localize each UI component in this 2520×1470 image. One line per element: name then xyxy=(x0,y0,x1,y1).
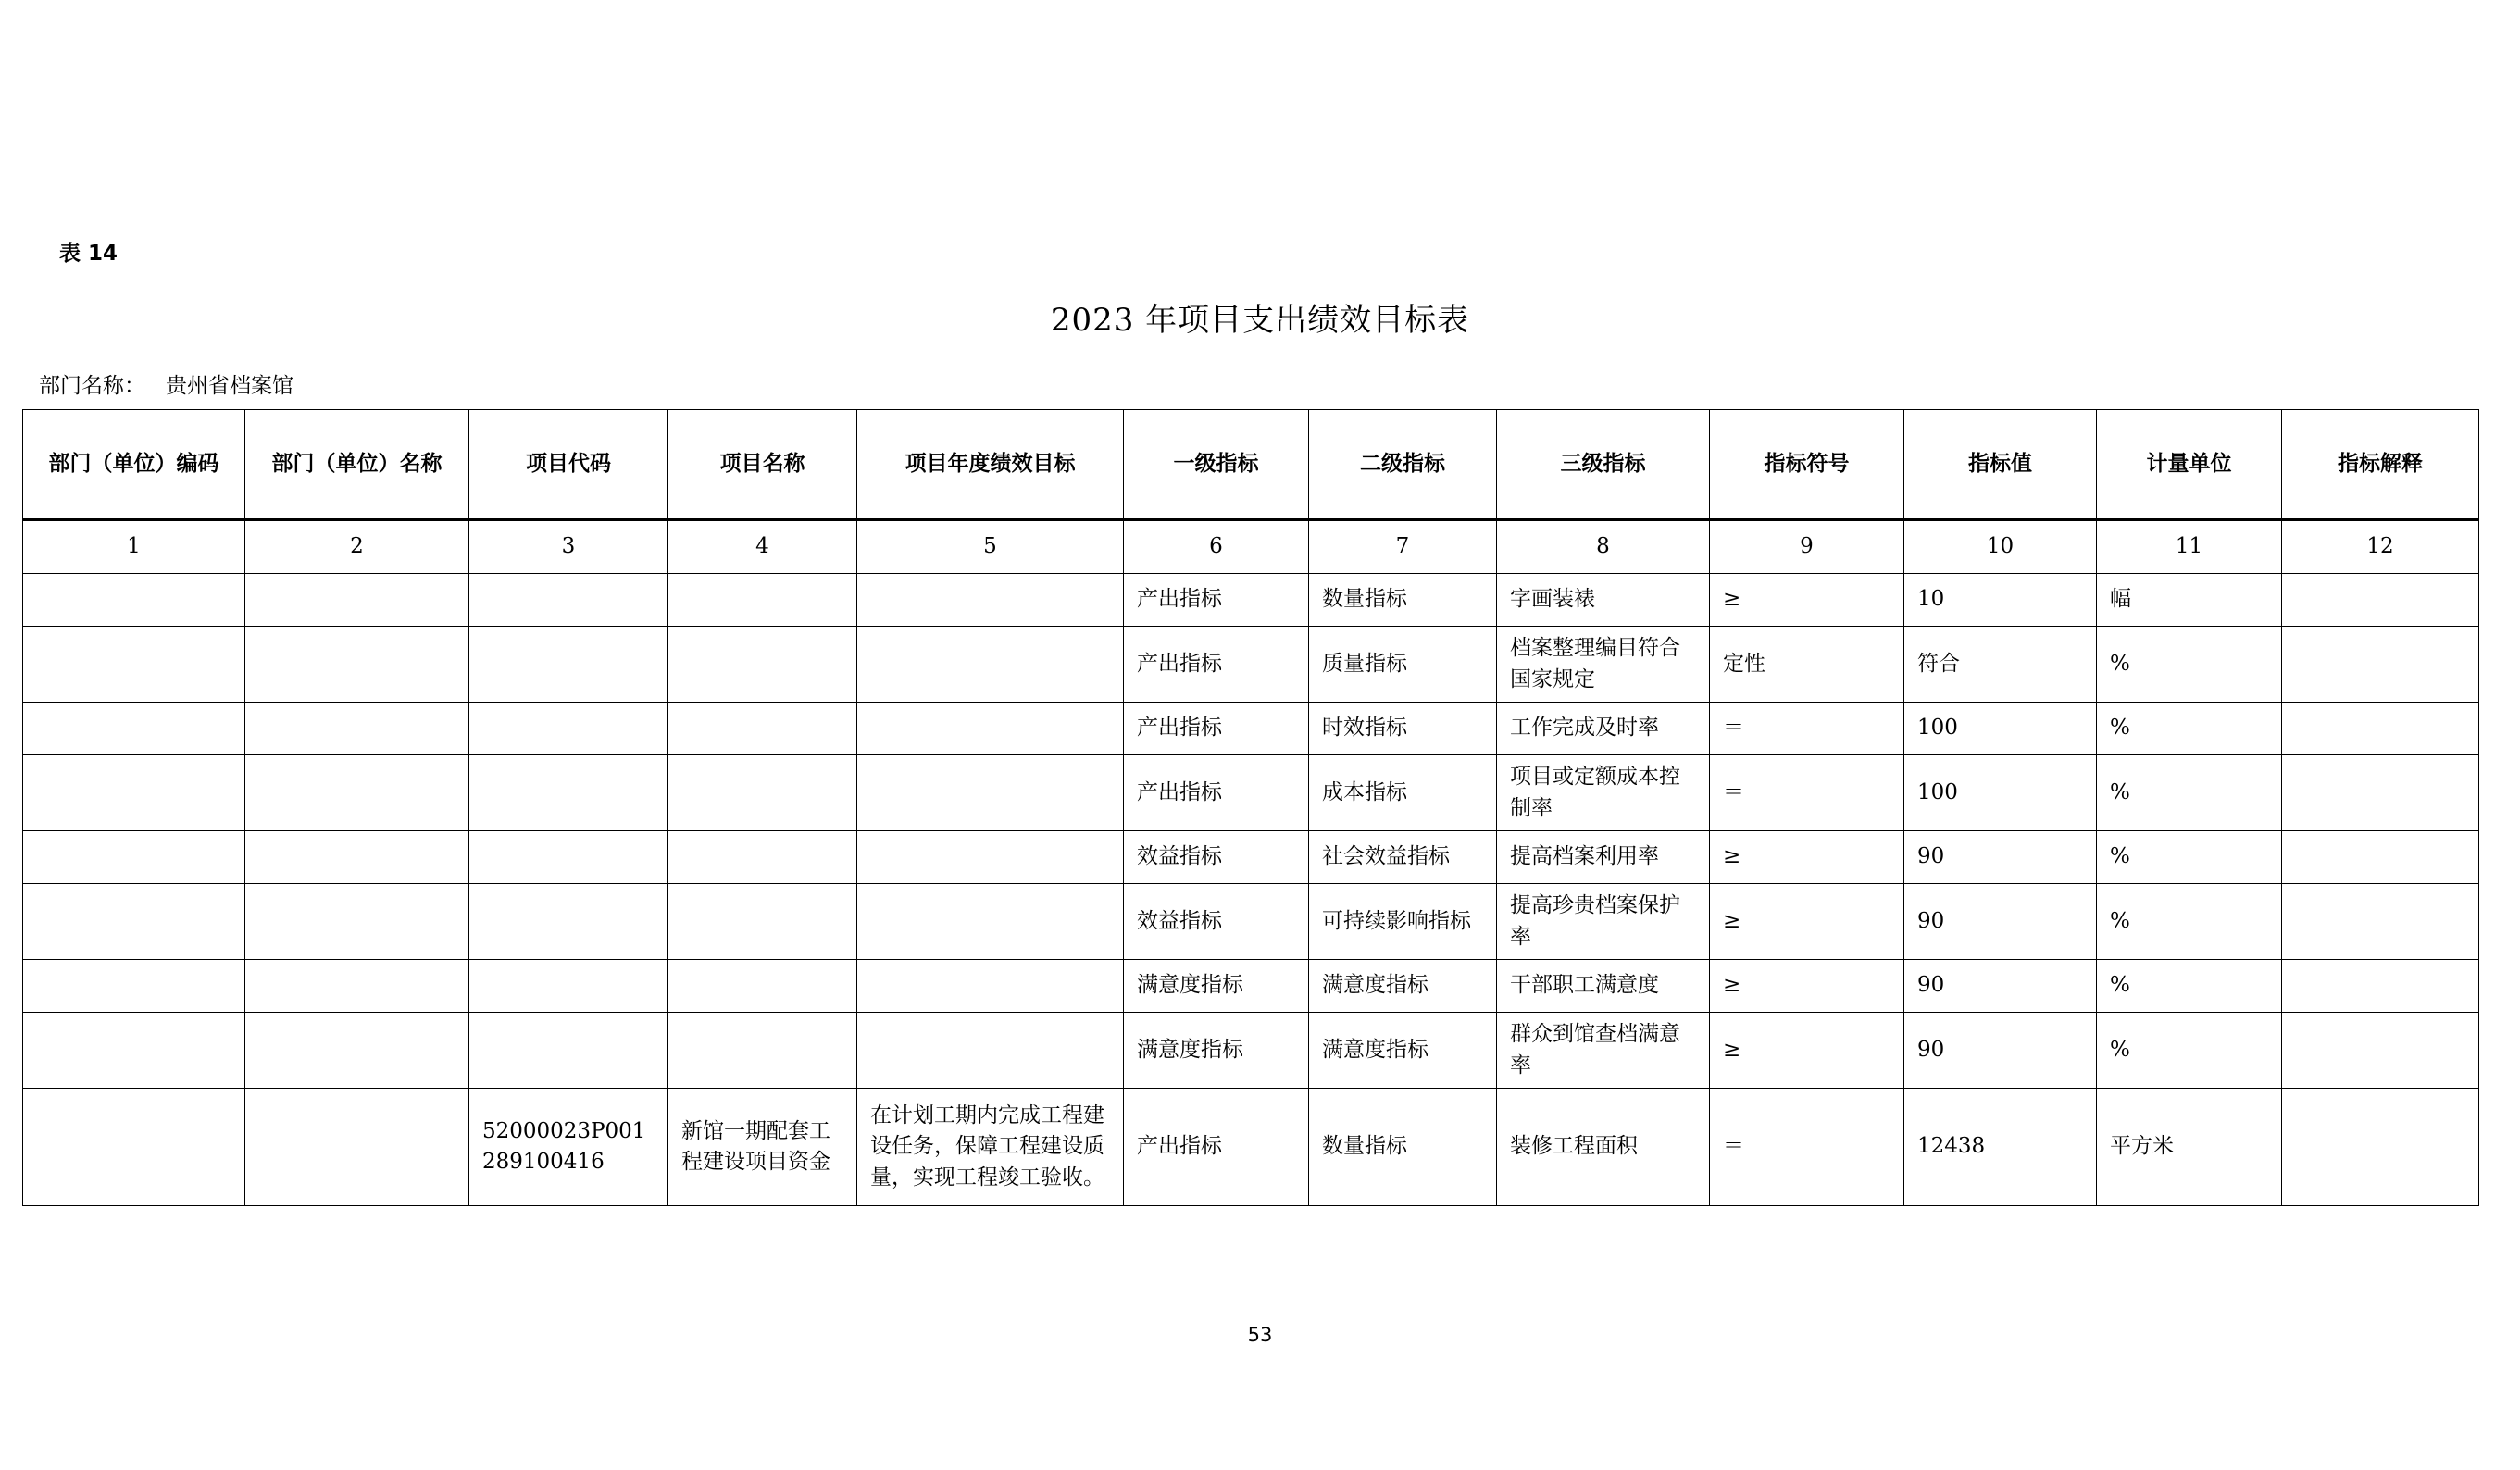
table-cell: 产出指标 xyxy=(1124,574,1309,627)
table-cell: ≥ xyxy=(1710,884,1904,960)
table-cell: 产出指标 xyxy=(1124,755,1309,831)
column-header: 部门（单位）编码 xyxy=(23,410,245,520)
department-name: 贵州省档案馆 xyxy=(166,374,293,398)
table-cell xyxy=(668,627,857,703)
table-row xyxy=(23,1089,2479,1206)
table-cell: 90 xyxy=(1904,884,2097,960)
table-label: 表 14 xyxy=(59,242,119,266)
table-cell xyxy=(857,1013,1124,1089)
table-cell: 效益指标 xyxy=(1124,884,1309,960)
table-row xyxy=(23,1013,2479,1089)
column-header: 二级指标 xyxy=(1309,410,1497,520)
table-cell: 满意度指标 xyxy=(1124,1013,1309,1089)
table-cell: 90 xyxy=(1904,1013,2097,1089)
table-cell: % xyxy=(2097,831,2282,884)
column-number: 4 xyxy=(668,520,857,574)
table-cell: 平方米 xyxy=(2097,1089,2282,1206)
column-header: 项目代码 xyxy=(469,410,668,520)
table-cell: % xyxy=(2097,884,2282,960)
table-cell: 干部职工满意度 xyxy=(1497,960,1710,1013)
column-header: 项目年度绩效目标 xyxy=(857,410,1124,520)
table-cell: ＝ xyxy=(1710,1089,1904,1206)
document-title: 2023 年项目支出绩效目标表 xyxy=(1050,302,1470,339)
table-cell xyxy=(469,627,668,703)
column-number: 2 xyxy=(245,520,469,574)
column-header: 项目名称 xyxy=(668,410,857,520)
table-cell xyxy=(469,884,668,960)
table-cell xyxy=(2282,703,2479,755)
column-header: 一级指标 xyxy=(1124,410,1309,520)
table-cell xyxy=(2282,884,2479,960)
table-cell xyxy=(668,960,857,1013)
table-cell: 满意度指标 xyxy=(1309,1013,1497,1089)
table-cell xyxy=(23,884,245,960)
table-cell: ＝ xyxy=(1710,703,1904,755)
table-cell: 社会效益指标 xyxy=(1309,831,1497,884)
table-cell xyxy=(245,960,469,1013)
table-cell: 幅 xyxy=(2097,574,2282,627)
table-cell: 质量指标 xyxy=(1309,627,1497,703)
table-cell: 数量指标 xyxy=(1309,574,1497,627)
table-cell xyxy=(857,755,1124,831)
table-cell xyxy=(668,755,857,831)
table-cell: 90 xyxy=(1904,960,2097,1013)
column-number: 3 xyxy=(469,520,668,574)
table-cell: % xyxy=(2097,1013,2282,1089)
table-cell: 100 xyxy=(1904,755,2097,831)
table-cell xyxy=(857,884,1124,960)
table-cell xyxy=(23,627,245,703)
table-row xyxy=(23,884,2479,960)
table-cell xyxy=(2282,627,2479,703)
table-cell xyxy=(857,831,1124,884)
table-cell xyxy=(245,1089,469,1206)
table-cell: % xyxy=(2097,627,2282,703)
table-cell: 提高珍贵档案保护率 xyxy=(1497,884,1710,960)
column-header: 三级指标 xyxy=(1497,410,1710,520)
table-row xyxy=(23,755,2479,831)
table-cell xyxy=(668,831,857,884)
table-cell xyxy=(2282,1013,2479,1089)
table-cell: 定性 xyxy=(1710,627,1904,703)
header-row xyxy=(23,410,2479,520)
table-cell xyxy=(2282,755,2479,831)
table-cell xyxy=(857,703,1124,755)
column-number: 11 xyxy=(2097,520,2282,574)
table-cell: 时效指标 xyxy=(1309,703,1497,755)
table-cell: 工作完成及时率 xyxy=(1497,703,1710,755)
column-number-row xyxy=(23,520,2479,574)
table-cell xyxy=(469,755,668,831)
table-cell xyxy=(245,627,469,703)
table-cell: 符合 xyxy=(1904,627,2097,703)
table-cell xyxy=(857,960,1124,1013)
table-row xyxy=(23,960,2479,1013)
column-number: 12 xyxy=(2282,520,2479,574)
column-number: 1 xyxy=(23,520,245,574)
table-cell: 档案整理编目符合国家规定 xyxy=(1497,627,1710,703)
table-row xyxy=(23,831,2479,884)
column-number: 9 xyxy=(1710,520,1904,574)
table-cell xyxy=(2282,960,2479,1013)
table-cell xyxy=(469,960,668,1013)
table-cell: 数量指标 xyxy=(1309,1089,1497,1206)
table-cell xyxy=(857,627,1124,703)
table-cell: 产出指标 xyxy=(1124,1089,1309,1206)
table-cell: 装修工程面积 xyxy=(1497,1089,1710,1206)
table-cell: 字画装裱 xyxy=(1497,574,1710,627)
column-number: 8 xyxy=(1497,520,1710,574)
column-number: 7 xyxy=(1309,520,1497,574)
table-cell: 成本指标 xyxy=(1309,755,1497,831)
table-cell xyxy=(245,831,469,884)
table-cell xyxy=(2282,831,2479,884)
table-cell xyxy=(23,574,245,627)
table-cell: 新馆一期配套工程建设项目资金 xyxy=(668,1089,857,1206)
page-number: 53 xyxy=(1247,1324,1273,1346)
table-cell xyxy=(2282,1089,2479,1206)
table-cell: % xyxy=(2097,703,2282,755)
table-cell: 满意度指标 xyxy=(1309,960,1497,1013)
table-row xyxy=(23,574,2479,627)
column-header: 计量单位 xyxy=(2097,410,2282,520)
table-cell: 52000023P001289100416 xyxy=(469,1089,668,1206)
table-cell xyxy=(245,703,469,755)
table-cell xyxy=(469,831,668,884)
table-cell: 项目或定额成本控制率 xyxy=(1497,755,1710,831)
table-cell xyxy=(668,703,857,755)
department-line xyxy=(39,368,293,399)
table-cell xyxy=(245,884,469,960)
table-cell xyxy=(245,755,469,831)
performance-table xyxy=(22,409,2479,1206)
table-row xyxy=(23,627,2479,703)
table-cell xyxy=(668,884,857,960)
table-cell: ≥ xyxy=(1710,1013,1904,1089)
table-cell xyxy=(857,574,1124,627)
table-cell: 满意度指标 xyxy=(1124,960,1309,1013)
table-cell: ≥ xyxy=(1710,960,1904,1013)
table-cell xyxy=(469,703,668,755)
table-cell: 可持续影响指标 xyxy=(1309,884,1497,960)
table-cell xyxy=(668,574,857,627)
table-cell xyxy=(23,755,245,831)
table-cell xyxy=(23,831,245,884)
table-cell: % xyxy=(2097,755,2282,831)
table-cell: 100 xyxy=(1904,703,2097,755)
table-cell: ≥ xyxy=(1710,831,1904,884)
table-cell xyxy=(23,1089,245,1206)
column-header: 指标符号 xyxy=(1710,410,1904,520)
column-header: 指标解释 xyxy=(2282,410,2479,520)
table-cell: 12438 xyxy=(1904,1089,2097,1206)
table-cell xyxy=(23,1013,245,1089)
table-cell: ≥ xyxy=(1710,574,1904,627)
column-header: 指标值 xyxy=(1904,410,2097,520)
table-cell: 群众到馆查档满意率 xyxy=(1497,1013,1710,1089)
table-cell xyxy=(469,1013,668,1089)
department-label: 部门名称： xyxy=(39,374,145,398)
table-cell: % xyxy=(2097,960,2282,1013)
table-cell: 产出指标 xyxy=(1124,627,1309,703)
table-cell: 在计划工期内完成工程建设任务，保障工程建设质量，实现工程竣工验收。 xyxy=(857,1089,1124,1206)
table-cell: 10 xyxy=(1904,574,2097,627)
column-header: 部门（单位）名称 xyxy=(245,410,469,520)
column-number: 5 xyxy=(857,520,1124,574)
table-cell: 提高档案利用率 xyxy=(1497,831,1710,884)
column-number: 6 xyxy=(1124,520,1309,574)
table-cell xyxy=(23,960,245,1013)
table-cell: 90 xyxy=(1904,831,2097,884)
table-cell: 效益指标 xyxy=(1124,831,1309,884)
table-cell xyxy=(23,703,245,755)
table-row xyxy=(23,703,2479,755)
table-cell xyxy=(245,574,469,627)
table-cell xyxy=(469,574,668,627)
table-cell xyxy=(2282,574,2479,627)
column-number: 10 xyxy=(1904,520,2097,574)
table-cell: ＝ xyxy=(1710,755,1904,831)
table-cell xyxy=(245,1013,469,1089)
table-cell: 产出指标 xyxy=(1124,703,1309,755)
table-cell xyxy=(668,1013,857,1089)
